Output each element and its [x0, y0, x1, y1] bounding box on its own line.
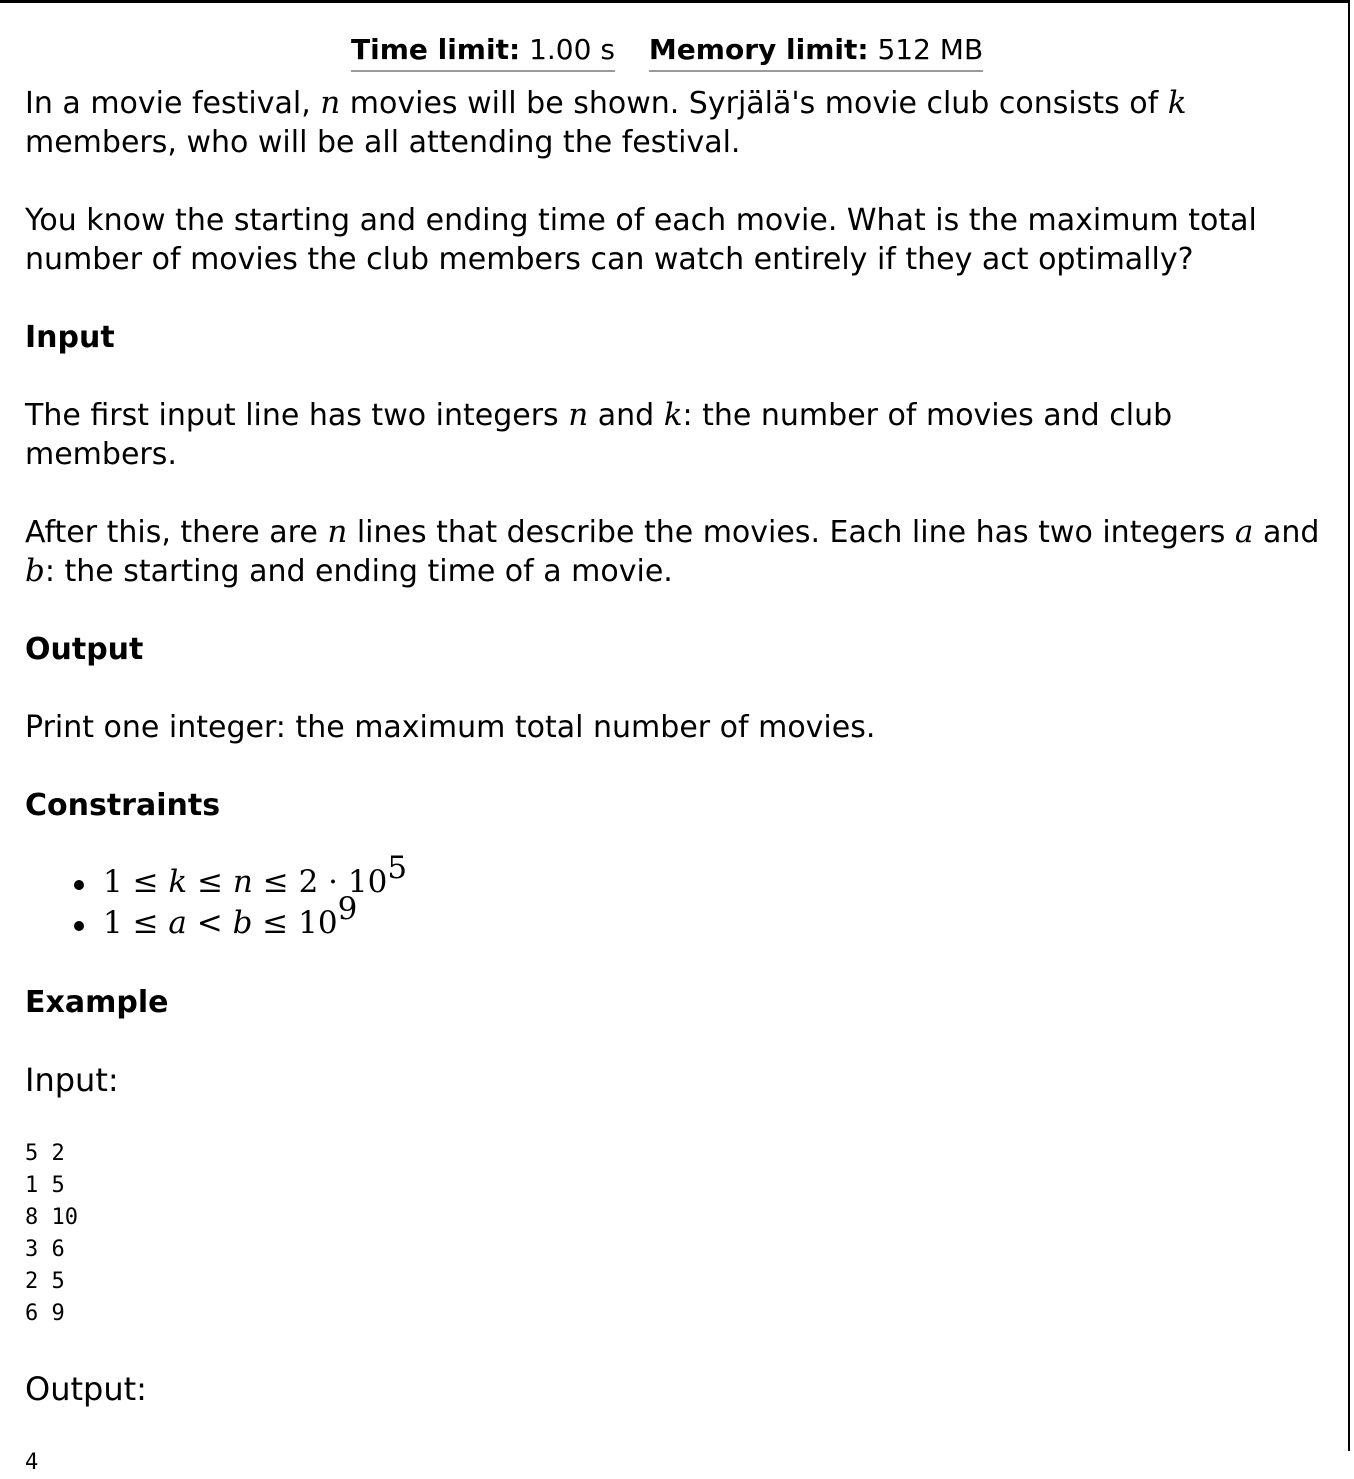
math-op: < [186, 905, 233, 941]
math-op: ≤ [252, 864, 299, 900]
text-run: movies will be shown. Syrjälä's movie club consists of [340, 86, 1168, 121]
limits-bar [351, 32, 983, 72]
text-run: : the starting and ending time of a movie. [44, 554, 673, 589]
math-op: ≤ [122, 905, 169, 941]
time-limit-value: 1.00 s [529, 33, 615, 66]
output-heading: Output [25, 632, 144, 667]
math-num: 2 [298, 864, 319, 900]
math-var-n: n [232, 864, 253, 900]
memory-limit-label: Memory limit: [648, 33, 869, 66]
math-exponent: 9 [337, 891, 358, 927]
math-var-n: n [327, 514, 348, 550]
text-run: and [1253, 515, 1320, 550]
text-run: After this, there are [25, 515, 328, 550]
math-op: ≤ [122, 864, 169, 900]
example-input-block [25, 1061, 1325, 1330]
math-var-n: n [568, 397, 589, 433]
math-var-k: k [168, 864, 188, 900]
memory-limit [649, 32, 983, 72]
math-num: 1 [103, 905, 123, 941]
constraints-heading: Constraints [25, 788, 221, 823]
text-run: lines that describe the movies. Each line has two integers [347, 515, 1235, 550]
top-border [0, 0, 1350, 3]
input-paragraph-2 [25, 513, 1325, 591]
text-run: members, who will be all attending the festival. [25, 125, 741, 160]
math-var-a: a [1234, 514, 1254, 550]
memory-limit-value: 512 MB [877, 33, 984, 66]
text-run: and [588, 398, 664, 433]
math-exponent: 5 [387, 850, 408, 886]
time-limit-label: Time limit: [351, 33, 521, 66]
text-run: In a movie festival, [25, 86, 321, 121]
output-paragraph: Print one integer: the maximum total number of movies. [25, 710, 876, 745]
constraint-item-2 [103, 891, 1325, 944]
example-output-label: Output: [25, 1370, 147, 1408]
example-output-block [25, 1370, 1325, 1479]
right-border [1348, 0, 1350, 1451]
example-input-label: Input: [25, 1061, 119, 1099]
text-run: : the number of movies and club members. [25, 398, 1173, 472]
example-input-text: 5 2 1 5 8 10 3 6 2 5 6 9 [25, 1141, 78, 1326]
math-num: 1 [103, 864, 123, 900]
math-var-b: b [25, 553, 45, 589]
math-op: ≤ [252, 905, 299, 941]
constraint-item-1 [103, 850, 1325, 903]
text-run: The first input line has two integers [25, 398, 569, 433]
math-var-b: b [232, 905, 253, 941]
time-limit [351, 32, 615, 72]
math-var-n: n [320, 85, 341, 121]
problem-statement [25, 84, 1325, 1479]
statement-paragraph-1 [25, 84, 1325, 162]
math-op: ≤ [187, 864, 233, 900]
math-num: 10 [347, 864, 388, 900]
math-var-a: a [168, 905, 187, 941]
math-var-k: k [1167, 85, 1187, 121]
constraints-list [25, 850, 1325, 944]
math-num: 10 [298, 905, 338, 941]
example-output-text: 4 [25, 1450, 39, 1475]
example-heading: Example [25, 985, 169, 1020]
math-var-k: k [663, 397, 683, 433]
math-op: · [318, 864, 348, 900]
input-heading: Input [25, 320, 115, 355]
input-paragraph-1 [25, 396, 1325, 474]
statement-paragraph-2: You know the starting and ending time of each movie. What is the maximum total number of movies the club members can watch entirely if they act optimally? [25, 203, 1257, 277]
